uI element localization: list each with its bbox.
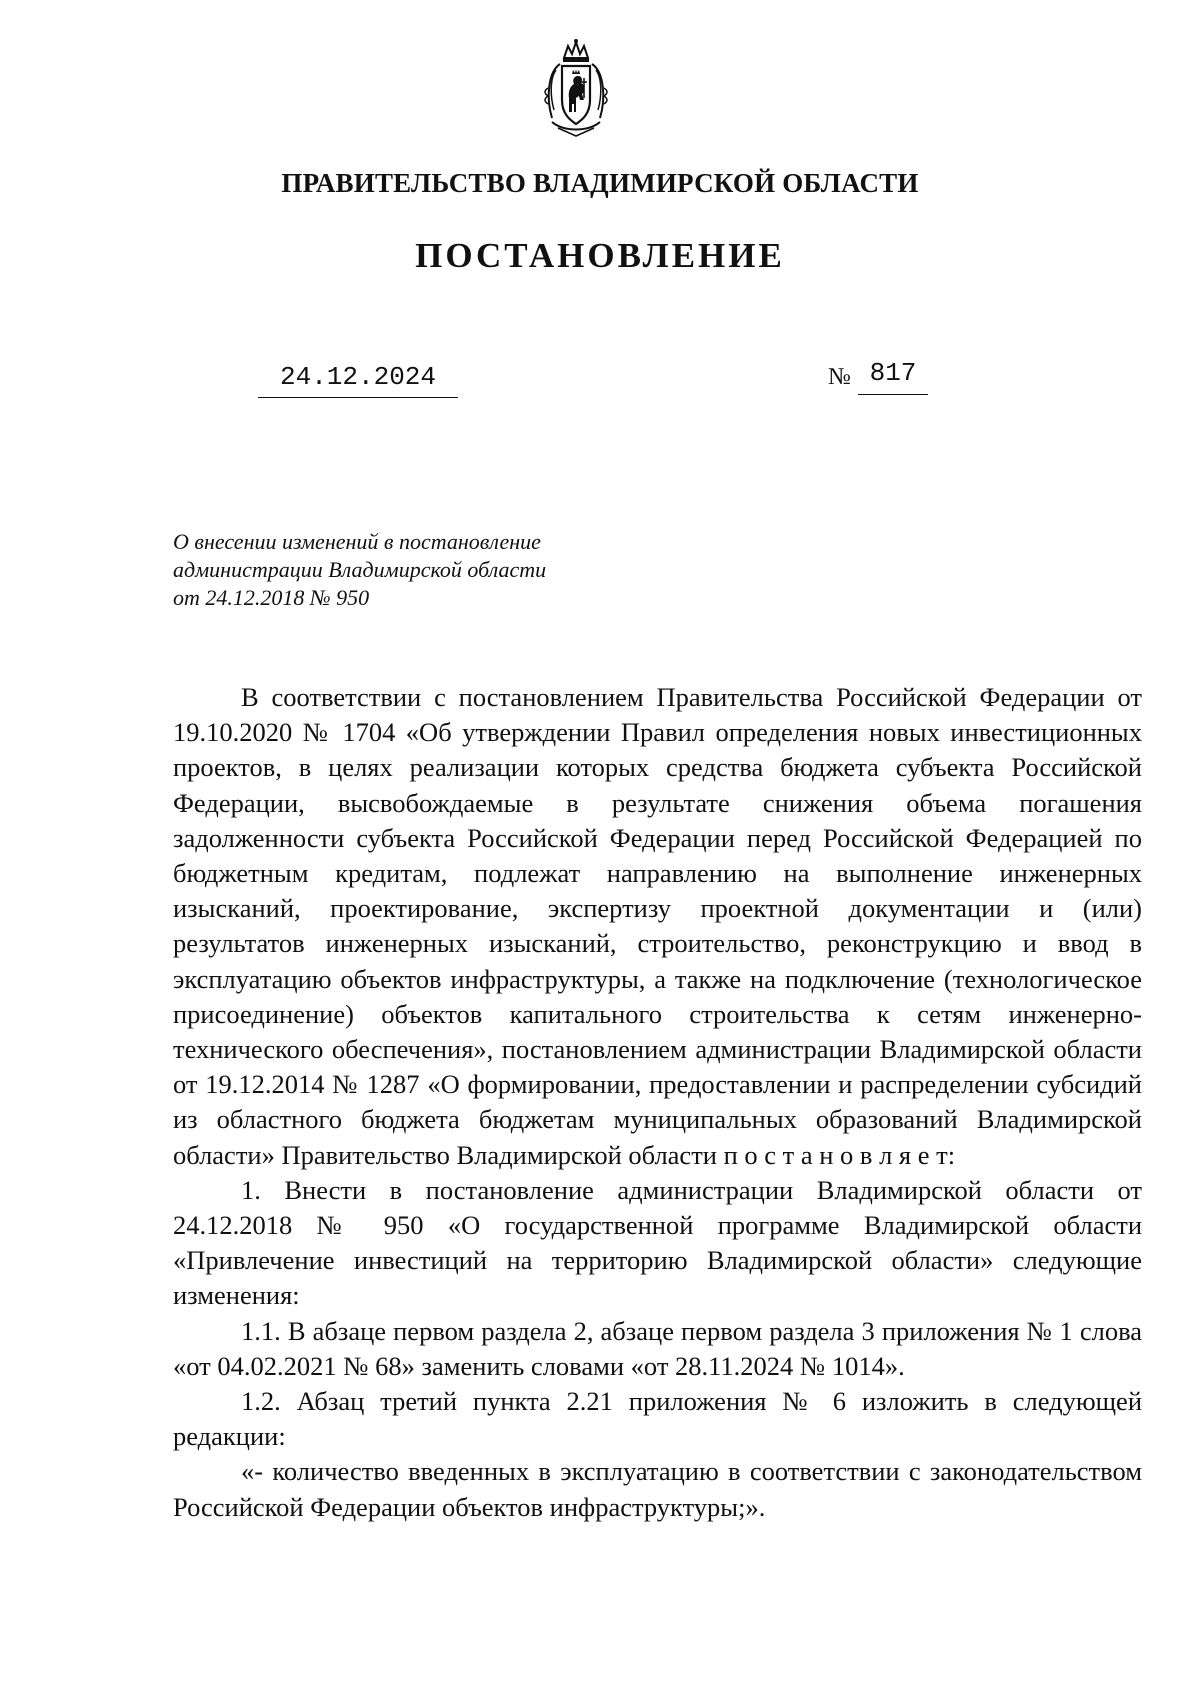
number-sign: № bbox=[828, 364, 851, 390]
preamble-paragraph: В соответствии с постановлением Правительства Российской Федерации от 19.10.2020 № 1704 «Об утверждении Правил определения новых инвестиционных проектов, в целях реализации которых средства бюджета субъекта Российской Федерации, высвобождаемые в результате снижения объема погашения задолженности субъекта Российской Федерации перед Российской Федерацией по бюджетным кредитам, подлежат направлению на выполнение инженерных изысканий, проектирование, экспертизу проектной документации и (или) результатов инженерных изысканий, строительство, реконструкцию и ввод в эксплуатацию объектов инфраструктуры, а также на подключение (технологическое присоединение) объектов капитального строительства к сетям инженерно-технического обеспечения», постановлением администрации Владимирской области от 19.12.2014 № 1287 «О формировании, предоставлении и распределении субсидий из областного бюджета бюджетам муниципальных образований Владимирской области» Правительство Владимирской области п о с т а н о в л я е т: bbox=[173, 682, 1142, 1170]
coat-of-arms-icon bbox=[538, 38, 614, 138]
clause-1-1-paragraph: 1.1. В абзаце первом раздела 2, абзаце первом раздела 3 приложения № 1 слова «от 04.02.2021 № 68» заменить словами «от 28.11.2024 № 1014». bbox=[173, 1315, 1142, 1381]
number-underline bbox=[858, 394, 928, 395]
date-underline bbox=[258, 397, 458, 398]
clause-1-2-paragraph: 1.2. Абзац третий пункта 2.21 приложения № 6 изложить в следующей редакции: bbox=[173, 1386, 1142, 1452]
document-date: 24.12.2024 bbox=[279, 362, 437, 392]
document-number: 817 bbox=[869, 358, 917, 388]
document-body bbox=[173, 680, 1142, 1525]
clause-1-paragraph: 1. Внести в постановление администрации Владимирской области от 24.12.2018 № 950 «О государственной программе Владимирской области «Привлечение инвестиций на территорию Владимирской области» следующие изменения: bbox=[173, 1174, 1142, 1311]
government-name: ПРАВИТЕЛЬСТВО ВЛАДИМИРСКОЙ ОБЛАСТИ bbox=[281, 168, 919, 198]
subject-line: администрации Владимирской области bbox=[173, 557, 547, 582]
quoted-text-paragraph: «- количество введенных в эксплуатацию в соответствии с законодательством Российской Федерации объектов инфраструктуры;». bbox=[173, 1456, 1142, 1522]
subject-line: от 24.12.2018 № 950 bbox=[173, 585, 370, 610]
document-subject bbox=[173, 528, 693, 612]
document-type-title: ПОСТАНОВЛЕНИЕ bbox=[415, 236, 785, 275]
subject-line: О внесении изменений в постановление bbox=[173, 529, 541, 554]
